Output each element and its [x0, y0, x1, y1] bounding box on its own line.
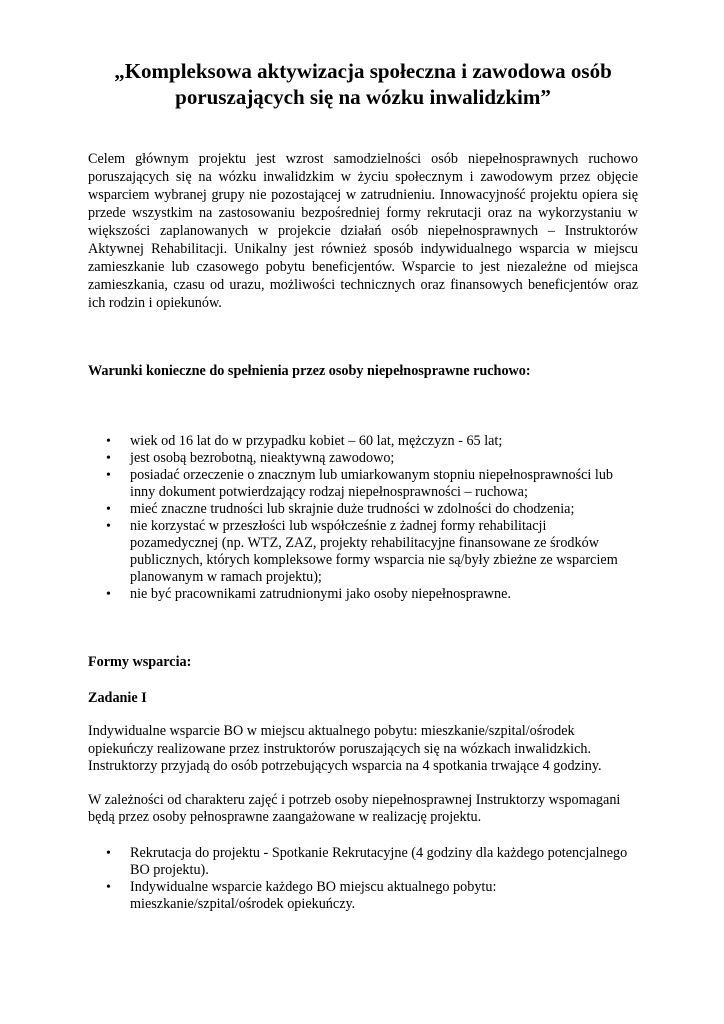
list-item	[88, 586, 638, 603]
conditions-heading: Warunki konieczne do spełnienia przez osoby niepełnosprawne ruchowo:	[88, 363, 531, 379]
intro-paragraph: Celem głównym projektu jest wzrost samodzielności osób niepełnosprawnych ruchowo poruszających się na wózku inwalidzkim w życiu społecznym i zawodowym przez objęcie wsparciem wybranej grupy nie pozostającej w zatrudnieniu. Innowacyjność projektu opiera się przede wszystkim na zastosowaniu bezpośredniej formy rekrutacji oraz na wykorzystaniu w większości zaplanowanych w projekcie działań osób niepełnosprawnych – Instruktorów Aktywnej Rehabilitacji. Unikalny jest również sposób indywidualnego wsparcia w miejscu zamieszkanie lub czasowego pobytu beneficjentów. Wsparcie to jest niezależne od miejsca zamieszkania, czasu od urazu, możliwości technicznych oraz finansowych beneficjentów oraz ich rodzin i opiekunów.	[88, 151, 638, 311]
list-item	[88, 518, 638, 586]
list-item	[88, 467, 638, 501]
list-item-text: nie być pracownikami zatrudnionymi jako osoby niepełnosprawne.	[130, 586, 511, 602]
document-title-line-1: „Kompleksowa aktywizacja społeczna i zawodowa osób	[114, 59, 612, 83]
list-item-text: mieć znaczne trudności lub skrajnie duże trudności w zdolności do chodzenia;	[130, 501, 575, 517]
forms-heading: Formy wsparcia:	[88, 654, 192, 670]
task-heading: Zadanie I	[88, 690, 147, 706]
list-item-text: wiek od 16 lat do w przypadku kobiet – 60 lat, mężczyzn - 65 lat;	[130, 433, 503, 449]
list-item	[88, 501, 638, 518]
support-paragraph-1: Indywidualne wsparcie BO w miejscu aktualnego pobytu: mieszkanie/szpital/ośrodek opiekuńczy realizowane przez instruktorów poruszających się na wózkach inwalidzkich. Instruktorzy przyjadą do osób potrzebujących wsparcia na 4 spotkania trwające 4 godziny.	[88, 723, 602, 774]
list-item	[88, 450, 638, 467]
bullet-icon: •	[106, 502, 111, 517]
support-list	[88, 845, 638, 913]
list-item-text: nie korzystać w przeszłości lub współcześnie z żadnej formy rehabilitacji pozamedycznej (np. WTZ, ZAZ, projekty rehabilitacyjne finansowane ze środków publicznych, których kompleksowe formy wsparcia nie są/były zbieżne ze wsparciem planowanym w ramach projektu);	[130, 518, 618, 585]
bullet-icon: •	[106, 519, 111, 534]
document-title-line-2: poruszających się na wózku inwalidzkim”	[175, 85, 551, 109]
list-item-text: Rekrutacja do projektu - Spotkanie Rekrutacyjne (4 godziny dla każdego potencjalnego BO projektu).	[130, 844, 628, 878]
support-paragraph-2: W zależności od charakteru zajęć i potrzeb osoby niepełnosprawnej Instruktorzy wspomagani będą przez osoby pełnosprawne zaangażowane w realizację projektu.	[88, 791, 621, 825]
list-item	[88, 433, 638, 450]
bullet-icon: •	[106, 845, 111, 861]
list-item-text: jest osobą bezrobotną, nieaktywną zawodowo;	[130, 450, 395, 466]
document-page	[88, 58, 638, 913]
bullet-icon: •	[106, 879, 111, 895]
bullet-icon: •	[106, 468, 111, 483]
bullet-icon: •	[106, 434, 111, 449]
bullet-icon: •	[106, 587, 111, 602]
list-item-text: posiadać orzeczenie o znacznym lub umiarkowanym stopniu niepełnosprawności lub inny dokument potwierdzający rodzaj niepełnosprawności – ruchowa;	[130, 467, 614, 500]
conditions-list	[88, 433, 638, 603]
list-item	[88, 879, 638, 913]
list-item	[88, 845, 638, 879]
list-item-text: Indywidualne wsparcie każdego BO miejscu aktualnego pobytu: mieszkanie/szpital/ośrodek opiekuńczy.	[130, 878, 497, 912]
bullet-icon: •	[106, 451, 111, 466]
document-title	[88, 58, 638, 110]
